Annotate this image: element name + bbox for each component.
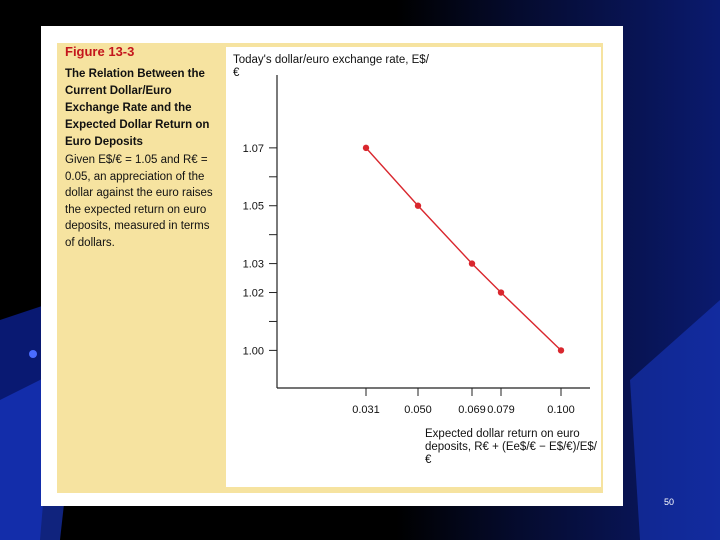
figure-caption: Given E$/€ = 1.05 and R€ = 0.05, an appreciation of the dollar against the euro raises the expected return on euro deposits, measured in terms of dollars. xyxy=(65,154,213,249)
x-tick-label: 0.100 xyxy=(547,404,575,416)
chart-ticks xyxy=(243,143,575,416)
x-axis-title: Expected dollar return on euro deposits, R€ + (Ee$/€ − E$/€)/E$/€ xyxy=(425,428,597,466)
data-point xyxy=(363,145,369,151)
y-tick-label: 1.07 xyxy=(242,142,264,155)
y-axis-title: Today's dollar/euro exchange rate, E$/€ xyxy=(233,54,429,79)
data-point xyxy=(469,260,475,266)
chart-series xyxy=(363,145,564,354)
y-tick-label: 1.03 xyxy=(242,258,264,271)
data-point xyxy=(415,203,421,209)
x-tick-label: 0.050 xyxy=(404,404,432,416)
x-tick-label: 0.031 xyxy=(352,404,380,416)
page-number: 50 xyxy=(664,497,675,507)
x-tick-label: 0.079 xyxy=(487,404,515,416)
data-point xyxy=(558,347,564,353)
series-line xyxy=(366,148,561,351)
figure-label: Figure 13-3 xyxy=(65,44,135,59)
chart-axes xyxy=(277,75,590,388)
y-tick-label: 1.00 xyxy=(242,345,264,358)
y-tick-label: 1.05 xyxy=(242,200,264,213)
figure-title: The Relation Between the Current Dollar/Euro Exchange Rate and the Expected Dollar Return on Euro Deposits xyxy=(65,68,210,148)
y-tick-label: 1.02 xyxy=(242,287,264,300)
x-tick-label: 0.069 xyxy=(458,404,486,416)
data-point xyxy=(498,289,504,295)
